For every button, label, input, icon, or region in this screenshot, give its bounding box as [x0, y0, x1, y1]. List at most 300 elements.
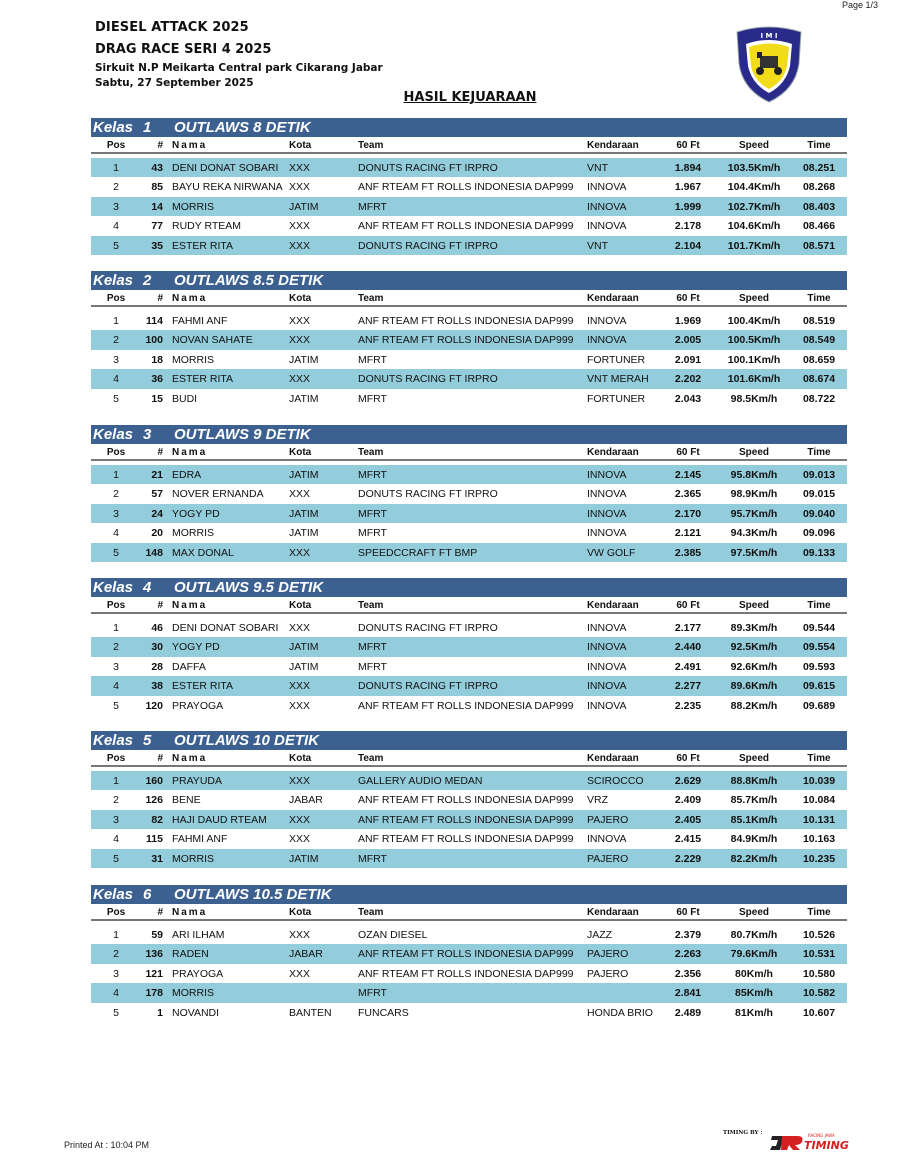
cell-kota: XXX: [289, 699, 311, 712]
cell-time: 09.554: [802, 641, 836, 654]
cell-speed: 82.2Km/h: [730, 852, 778, 865]
cell-kota: XXX: [289, 181, 311, 194]
col-number: #: [157, 140, 163, 151]
cell-kendaraan: INNOVA: [587, 200, 627, 213]
cell-nama: DENI DONAT SOBARI: [172, 622, 279, 634]
cell-number: 14: [151, 200, 163, 213]
cell-60ft: 2.263: [674, 948, 702, 961]
table-row: [91, 350, 847, 369]
cell-time: 08.571: [802, 239, 836, 252]
col-60ft: 60 Ft: [676, 293, 700, 304]
cell-time: 09.040: [802, 507, 836, 520]
cell-kota: XXX: [289, 833, 311, 846]
cell-speed: 85.1Km/h: [730, 813, 778, 826]
cell-time: 08.403: [802, 200, 836, 213]
table-row: [91, 177, 847, 196]
cell-time: 08.659: [802, 353, 836, 366]
cell-team: MFRT: [358, 200, 387, 213]
col-speed: Speed: [738, 447, 769, 458]
cell-team: MFRT: [358, 469, 387, 481]
class-label: Kelas: [93, 732, 134, 749]
cell-kendaraan: VNT: [587, 162, 608, 174]
col-60ft: 60 Ft: [676, 140, 700, 151]
cell-kota: XXX: [289, 315, 311, 327]
class-name: OUTLAWS 10 DETIK: [174, 732, 320, 749]
class-number: 1: [143, 119, 152, 136]
cell-kendaraan: PAJERO: [587, 948, 629, 961]
cell-nama: MORRIS: [172, 527, 214, 540]
cell-time: 08.268: [802, 181, 836, 194]
cell-nama: RADEN: [172, 948, 209, 961]
cell-nama: NOVANDI: [172, 1006, 220, 1019]
cell-pos: 1: [113, 315, 119, 327]
cell-60ft: 2.385: [674, 546, 702, 559]
col-nama: Nama: [172, 907, 208, 918]
cell-number: 30: [151, 641, 163, 654]
col-pos: Pos: [106, 753, 126, 764]
cell-speed: 101.6Km/h: [727, 373, 781, 386]
col-team: Team: [358, 140, 384, 151]
table-row: [91, 771, 847, 790]
col-number: #: [157, 907, 163, 918]
class-label: Kelas: [93, 886, 134, 903]
cell-number: 43: [151, 162, 163, 174]
cell-pos: 5: [113, 699, 119, 712]
cell-speed: 88.2Km/h: [730, 699, 778, 712]
cell-speed: 104.4Km/h: [727, 181, 781, 194]
cell-60ft: 2.365: [674, 488, 702, 501]
class-name: OUTLAWS 10.5 DETIK: [174, 886, 332, 903]
cell-kota: JATIM: [289, 392, 319, 405]
cell-team: FUNCARS: [358, 1006, 409, 1019]
class-name: OUTLAWS 8 DETIK: [174, 119, 311, 136]
class-header-bar: [91, 578, 847, 597]
cell-time: 09.013: [802, 469, 836, 481]
cell-nama: FAHMI ANF: [172, 315, 228, 327]
col-team: Team: [358, 293, 384, 304]
cell-kendaraan: INNOVA: [587, 622, 627, 634]
cell-kendaraan: VNT: [587, 239, 608, 252]
cell-kota: XXX: [289, 162, 311, 174]
col-nama: Nama: [172, 293, 208, 304]
col-number: #: [157, 447, 163, 458]
cell-kota: JATIM: [289, 852, 319, 865]
cell-team: MFRT: [358, 527, 387, 540]
cell-team: SPEEDCCRAFT FT BMP: [358, 546, 478, 559]
cell-kota: JATIM: [289, 469, 319, 481]
cell-number: 85: [151, 181, 163, 194]
cell-number: 46: [151, 622, 163, 634]
cell-60ft: 2.178: [674, 220, 702, 233]
cell-number: 136: [145, 948, 163, 961]
col-kendaraan: Kendaraan: [587, 293, 639, 304]
cell-team: ANF RTEAM FT ROLLS INDONESIA DAP999: [358, 315, 574, 327]
cell-kendaraan: INNOVA: [587, 334, 627, 347]
table-row: [91, 330, 847, 349]
cell-kota: XXX: [289, 775, 311, 787]
cell-number: 160: [145, 775, 163, 787]
cell-pos: 4: [113, 220, 119, 233]
cell-team: DONUTS RACING FT IRPRO: [358, 239, 498, 252]
cell-speed: 101.7Km/h: [727, 239, 781, 252]
cell-time: 08.722: [802, 392, 836, 405]
cell-60ft: 2.841: [674, 987, 702, 1000]
table-row: [91, 1003, 847, 1022]
cell-team: ANF RTEAM FT ROLLS INDONESIA DAP999: [358, 948, 574, 961]
cell-number: 24: [151, 507, 163, 520]
cell-number: 114: [146, 315, 163, 327]
cell-kota: XXX: [289, 373, 311, 386]
cell-time: 10.607: [802, 1006, 836, 1019]
class-section: [91, 885, 847, 1022]
cell-time: 09.544: [802, 622, 836, 634]
cell-number: 28: [151, 660, 163, 673]
table-row: [91, 216, 847, 235]
table-row: [91, 696, 847, 715]
cell-60ft: 2.491: [674, 660, 702, 673]
col-kota: Kota: [289, 447, 312, 458]
cell-number: 18: [151, 353, 163, 366]
col-time: Time: [807, 600, 831, 611]
col-speed: Speed: [738, 293, 769, 304]
cell-60ft: 2.415: [674, 833, 702, 846]
cell-number: 77: [151, 220, 163, 233]
cell-kota: JATIM: [289, 641, 319, 654]
cell-team: DONUTS RACING FT IRPRO: [358, 622, 498, 634]
cell-nama: YOGY PD: [172, 641, 220, 654]
cell-nama: PRAYOGA: [172, 967, 224, 980]
cell-time: 08.674: [802, 373, 836, 386]
cell-60ft: 2.489: [674, 1006, 702, 1019]
cell-nama: BAYU REKA NIRWANA: [172, 181, 283, 194]
cell-kendaraan: INNOVA: [587, 527, 627, 540]
page-number: Page 1/3: [841, 0, 878, 10]
cell-60ft: 2.229: [674, 852, 702, 865]
cell-team: MFRT: [358, 641, 387, 654]
table-row: [91, 543, 847, 562]
class-section: [91, 731, 847, 868]
cell-60ft: 2.629: [674, 775, 702, 787]
cell-pos: 2: [113, 334, 119, 347]
cell-nama: HAJI DAUD RTEAM: [172, 813, 267, 826]
cell-time: 08.251: [802, 162, 836, 174]
col-number: #: [157, 600, 163, 611]
cell-nama: MORRIS: [172, 353, 214, 366]
col-team: Team: [358, 600, 384, 611]
cell-nama: MORRIS: [172, 987, 214, 1000]
cell-pos: 1: [113, 929, 119, 941]
cell-speed: 100.5Km/h: [727, 334, 781, 347]
cell-speed: 89.3Km/h: [730, 622, 778, 634]
cell-kota: XXX: [289, 546, 311, 559]
cell-time: 10.163: [802, 833, 836, 846]
cell-kota: XXX: [289, 488, 311, 501]
col-team: Team: [358, 907, 384, 918]
table-row: [91, 810, 847, 829]
cell-kendaraan: INNOVA: [587, 507, 627, 520]
cell-60ft: 2.440: [674, 641, 702, 654]
col-60ft: 60 Ft: [676, 447, 700, 458]
table-header: [91, 444, 847, 461]
class-header-bar: [91, 271, 847, 290]
table-row: [91, 637, 847, 656]
cell-speed: 103.5Km/h: [727, 162, 781, 174]
cell-time: 08.519: [802, 315, 836, 327]
cell-kendaraan: PAJERO: [587, 813, 629, 826]
col-kendaraan: Kendaraan: [587, 600, 639, 611]
cell-pos: 4: [113, 987, 119, 1000]
cell-speed: 100.4Km/h: [727, 315, 781, 327]
cell-team: MFRT: [358, 507, 387, 520]
event-title: DIESEL ATTACK 2025: [95, 20, 249, 35]
cell-number: 21: [151, 469, 163, 481]
cell-60ft: 2.379: [674, 929, 702, 941]
cell-number: 120: [145, 699, 163, 712]
cell-team: ANF RTEAM FT ROLLS INDONESIA DAP999: [358, 334, 574, 347]
col-kota: Kota: [289, 907, 312, 918]
cell-kendaraan: INNOVA: [587, 641, 627, 654]
cell-pos: 3: [113, 660, 119, 673]
cell-kendaraan: HONDA BRIO: [587, 1006, 653, 1019]
cell-number: 178: [145, 987, 163, 1000]
cell-kota: XXX: [289, 220, 311, 233]
cell-pos: 3: [113, 507, 119, 520]
cell-kota: XXX: [289, 967, 311, 980]
cell-team: MFRT: [358, 353, 387, 366]
col-60ft: 60 Ft: [676, 753, 700, 764]
cell-kendaraan: INNOVA: [587, 833, 627, 846]
cell-kendaraan: INNOVA: [587, 181, 627, 194]
class-number: 4: [143, 579, 152, 596]
result-rows: [91, 925, 847, 1022]
cell-nama: MAX DONAL: [172, 546, 234, 559]
class-label: Kelas: [93, 579, 134, 596]
cell-time: 08.549: [802, 334, 836, 347]
cell-kendaraan: VW GOLF: [587, 546, 636, 559]
cell-team: DONUTS RACING FT IRPRO: [358, 162, 498, 174]
table-row: [91, 484, 847, 503]
cell-team: ANF RTEAM FT ROLLS INDONESIA DAP999: [358, 220, 574, 233]
class-label: Kelas: [93, 119, 134, 136]
cell-kota: XXX: [289, 622, 311, 634]
class-section: [91, 425, 847, 562]
event-venue: Sirkuit N.P Meikarta Central park Cikarang Jabar: [95, 62, 383, 74]
svg-text:TIMING: TIMING: [804, 1139, 849, 1152]
cell-nama: PRAYOGA: [172, 699, 224, 712]
cell-kendaraan: PAJERO: [587, 967, 629, 980]
cell-kendaraan: FORTUNER: [587, 353, 646, 366]
event-date: Sabtu, 27 September 2025: [95, 77, 254, 89]
cell-team: ANF RTEAM FT ROLLS INDONESIA DAP999: [358, 813, 574, 826]
cell-team: MFRT: [358, 852, 387, 865]
table-row: [91, 944, 847, 963]
table-row: [91, 369, 847, 388]
cell-kota: XXX: [289, 680, 311, 693]
cell-nama: ESTER RITA: [172, 680, 234, 693]
cell-number: 148: [145, 546, 163, 559]
cell-kendaraan: INNOVA: [587, 660, 627, 673]
col-kota: Kota: [289, 140, 312, 151]
cell-60ft: 2.277: [674, 680, 702, 693]
cell-nama: MORRIS: [172, 200, 214, 213]
cell-team: MFRT: [358, 660, 387, 673]
cell-team: OZAN DIESEL: [358, 929, 428, 941]
cell-60ft: 2.043: [674, 392, 702, 405]
cell-kendaraan: INNOVA: [587, 315, 627, 327]
col-nama: Nama: [172, 753, 208, 764]
result-rows: [91, 618, 847, 715]
cell-60ft: 2.121: [674, 527, 702, 540]
table-row: [91, 849, 847, 868]
table-row: [91, 790, 847, 809]
cell-pos: 3: [113, 813, 119, 826]
cell-nama: BENE: [172, 794, 201, 807]
cell-speed: 85.7Km/h: [730, 794, 778, 807]
cell-pos: 3: [113, 353, 119, 366]
result-rows: [91, 311, 847, 408]
cell-time: 09.096: [802, 527, 836, 540]
cell-60ft: 1.969: [674, 315, 702, 327]
cell-number: 20: [151, 527, 163, 540]
cell-60ft: 2.235: [674, 699, 702, 712]
cell-60ft: 1.999: [674, 200, 702, 213]
cell-pos: 5: [113, 392, 119, 405]
cell-number: 38: [151, 680, 163, 693]
col-60ft: 60 Ft: [676, 600, 700, 611]
cell-team: GALLERY AUDIO MEDAN: [358, 775, 483, 787]
cell-pos: 1: [113, 162, 119, 174]
cell-nama: DENI DONAT SOBARI: [172, 162, 279, 174]
svg-text:RACING JAWA: RACING JAWA: [808, 1133, 835, 1138]
col-pos: Pos: [106, 293, 126, 304]
cell-pos: 2: [113, 488, 119, 501]
cell-speed: 97.5Km/h: [730, 546, 778, 559]
cell-nama: NOVAN SAHATE: [172, 334, 253, 347]
cell-60ft: 2.091: [674, 353, 702, 366]
cell-nama: FAHMI ANF: [172, 833, 228, 846]
cell-speed: 102.7Km/h: [727, 200, 781, 213]
table-row: [91, 158, 847, 177]
table-row: [91, 964, 847, 983]
result-rows: [91, 158, 847, 255]
cell-nama: ESTER RITA: [172, 239, 234, 252]
table-row: [91, 465, 847, 484]
cell-speed: 98.5Km/h: [730, 392, 778, 405]
cell-kendaraan: INNOVA: [587, 488, 627, 501]
cell-60ft: 2.356: [674, 967, 702, 980]
table-header: [91, 750, 847, 767]
cell-team: ANF RTEAM FT ROLLS INDONESIA DAP999: [358, 833, 574, 846]
col-time: Time: [807, 907, 831, 918]
col-nama: Nama: [172, 447, 208, 458]
cell-time: 09.133: [802, 546, 836, 559]
cell-nama: YOGY PD: [172, 507, 220, 520]
cell-number: 15: [151, 392, 163, 405]
col-kendaraan: Kendaraan: [587, 907, 639, 918]
event-header: [95, 17, 383, 91]
class-number: 3: [143, 426, 152, 443]
cell-kendaraan: SCIROCCO: [587, 775, 644, 787]
cell-number: 31: [151, 852, 163, 865]
cell-pos: 1: [113, 775, 119, 787]
class-number: 2: [143, 272, 152, 289]
table-header: [91, 597, 847, 614]
table-row: [91, 523, 847, 542]
class-header-bar: [91, 118, 847, 137]
cell-pos: 5: [113, 1006, 119, 1019]
cell-team: ANF RTEAM FT ROLLS INDONESIA DAP999: [358, 794, 574, 807]
cell-kendaraan: PAJERO: [587, 852, 629, 865]
cell-nama: PRAYUDA: [172, 775, 222, 787]
cell-kota: XXX: [289, 239, 311, 252]
cell-team: ANF RTEAM FT ROLLS INDONESIA DAP999: [358, 967, 574, 980]
class-number: 5: [143, 732, 152, 749]
cell-time: 09.593: [802, 660, 836, 673]
cell-team: MFRT: [358, 392, 387, 405]
cell-pos: 4: [113, 680, 119, 693]
class-header-bar: [91, 731, 847, 750]
cell-kota: JATIM: [289, 660, 319, 673]
cell-nama: ARI ILHAM: [172, 929, 225, 941]
cell-pos: 4: [113, 833, 119, 846]
cell-number: 126: [145, 794, 163, 807]
cell-kota: JATIM: [289, 353, 319, 366]
col-nama: Nama: [172, 140, 208, 151]
col-time: Time: [807, 447, 831, 458]
class-section: [91, 271, 847, 408]
col-kendaraan: Kendaraan: [587, 140, 639, 151]
cell-number: 82: [151, 813, 163, 826]
col-speed: Speed: [738, 600, 769, 611]
class-header-bar: [91, 885, 847, 904]
class-label: Kelas: [93, 426, 134, 443]
cell-time: 10.084: [802, 794, 836, 807]
table-row: [91, 925, 847, 944]
cell-time: 10.582: [802, 987, 836, 1000]
cell-team: ANF RTEAM FT ROLLS INDONESIA DAP999: [358, 181, 574, 194]
table-row: [91, 311, 847, 330]
cell-team: DONUTS RACING FT IRPRO: [358, 488, 498, 501]
result-rows: [91, 771, 847, 868]
cell-kendaraan: INNOVA: [587, 469, 627, 481]
cell-team: MFRT: [358, 987, 387, 1000]
cell-pos: 3: [113, 200, 119, 213]
class-name: OUTLAWS 8.5 DETIK: [174, 272, 324, 289]
cell-pos: 5: [113, 239, 119, 252]
cell-pos: 5: [113, 852, 119, 865]
cell-time: 10.531: [802, 948, 836, 961]
cell-number: 121: [145, 967, 163, 980]
col-speed: Speed: [738, 140, 769, 151]
cell-speed: 92.5Km/h: [730, 641, 778, 654]
col-number: #: [157, 753, 163, 764]
cell-speed: 80Km/h: [735, 967, 773, 980]
cell-speed: 98.9Km/h: [730, 488, 778, 501]
page-title: HASIL KEJUARAAN: [403, 90, 537, 105]
cell-nama: ESTER RITA: [172, 373, 234, 386]
col-kota: Kota: [289, 753, 312, 764]
col-time: Time: [807, 753, 831, 764]
cell-kendaraan: VRZ: [587, 794, 608, 807]
cell-team: DONUTS RACING FT IRPRO: [358, 373, 498, 386]
cell-pos: 4: [113, 373, 119, 386]
cell-60ft: 2.170: [674, 507, 702, 520]
cell-pos: 2: [113, 948, 119, 961]
col-time: Time: [807, 293, 831, 304]
cell-time: 10.131: [802, 813, 836, 826]
cell-number: 1: [157, 1006, 163, 1019]
cell-kendaraan: INNOVA: [587, 699, 627, 712]
